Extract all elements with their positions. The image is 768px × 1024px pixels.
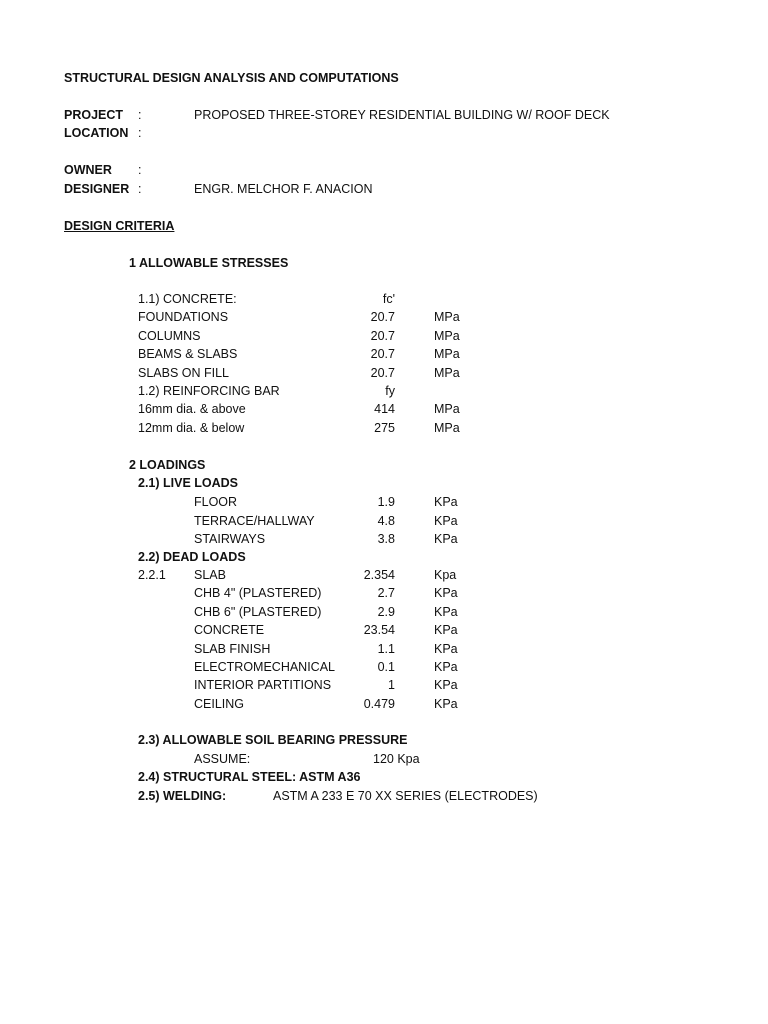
concrete-row-row-label: FOUNDATIONS — [138, 310, 229, 324]
designer-separator: : — [138, 182, 142, 196]
dead-load-row-row-unit: KPa — [434, 623, 458, 638]
soil-assume-label: ASSUME: — [194, 752, 251, 766]
dead-load-row-row-value: 0.479 — [363, 696, 395, 711]
location-label: LOCATION — [64, 126, 129, 140]
live-load-row-row-value: 4.8 — [377, 513, 395, 528]
dead-loads-subsection: 2.2.1 — [138, 568, 166, 582]
dead-load-row-row-unit: Kpa — [434, 568, 457, 582]
concrete-heading: 1.1) CONCRETE: — [138, 292, 237, 306]
allowable-stresses-heading: 1 ALLOWABLE STRESSES — [129, 256, 289, 270]
concrete-row-row-unit: MPa — [434, 310, 460, 324]
concrete-row-row-label: BEAMS & SLABS — [138, 347, 238, 361]
live-load-row-row-value: 1.9 — [377, 495, 395, 509]
dead-load-row-row-label: CHB 4" (PLASTERED) — [194, 586, 322, 601]
location-separator: : — [138, 126, 142, 140]
rebar-row-row-value: 275 — [374, 420, 395, 435]
concrete-row-row-unit: MPa — [434, 347, 460, 361]
concrete-row-row-value: 20.7 — [370, 365, 395, 380]
loadings-heading: 2 LOADINGS — [129, 458, 206, 472]
welding-label: 2.5) WELDING: — [138, 789, 227, 803]
dead-load-row-row-label: CONCRETE — [194, 623, 265, 638]
dead-load-row-row-value: 2.9 — [377, 604, 395, 619]
dead-load-row-row-label: SLAB FINISH — [194, 641, 271, 656]
rebar-heading: 1.2) REINFORCING BAR — [138, 384, 280, 398]
rebar-row-row-label: 16mm dia. & above — [138, 402, 246, 416]
concrete-row-row-label: COLUMNS — [138, 328, 201, 343]
project-label: PROJECT — [64, 108, 124, 122]
concrete-row-row-value: 20.7 — [370, 310, 395, 324]
rebar-row-row-unit: MPa — [434, 420, 460, 435]
project-separator: : — [138, 108, 142, 122]
structural-steel-line: 2.4) STRUCTURAL STEEL: ASTM A36 — [138, 770, 361, 784]
dead-load-row-row-unit: KPa — [434, 660, 458, 674]
dead-load-row-row-label: CHB 6" (PLASTERED) — [194, 604, 322, 619]
concrete-row-row-value: 20.7 — [370, 328, 395, 343]
dead-load-row-row-value: 2.7 — [377, 586, 395, 601]
dead-load-row-row-label: ELECTROMECHANICAL — [194, 660, 335, 674]
rebar-row-row-label: 12mm dia. & below — [138, 420, 245, 435]
dead-load-row-row-label: SLAB — [194, 568, 226, 582]
live-load-row-row-unit: KPa — [434, 513, 458, 528]
dead-load-row-row-unit: KPa — [434, 586, 458, 601]
live-load-row-row-value: 3.8 — [377, 532, 395, 546]
live-load-row-row-label: STAIRWAYS — [194, 532, 266, 546]
dead-load-row-row-value: 0.1 — [377, 660, 395, 674]
designer-value: ENGR. MELCHOR F. ANACION — [194, 182, 373, 196]
concrete-row-row-value: 20.7 — [370, 347, 395, 361]
rebar-symbol: fy — [385, 384, 395, 398]
live-loads-heading: 2.1) LIVE LOADS — [138, 476, 239, 490]
dead-load-row-row-label: INTERIOR PARTITIONS — [194, 678, 332, 693]
dead-load-row-row-value: 2.354 — [363, 568, 395, 582]
dead-load-row-row-unit: KPa — [434, 696, 458, 711]
soil-assume-value: 120 Kpa — [373, 752, 420, 766]
live-load-row-row-label: FLOOR — [194, 495, 238, 509]
rebar-row-row-unit: MPa — [434, 402, 460, 416]
concrete-row-row-label: SLABS ON FILL — [138, 365, 230, 380]
dead-load-row-row-unit: KPa — [434, 641, 458, 656]
dead-load-row-row-value: 1.1 — [377, 641, 395, 656]
concrete-row-row-unit: MPa — [434, 365, 460, 380]
live-load-row-row-unit: KPa — [434, 532, 458, 546]
document-title: STRUCTURAL DESIGN ANALYSIS AND COMPUTATIONS — [64, 71, 399, 85]
soil-bearing-heading: 2.3) ALLOWABLE SOIL BEARING PRESSURE — [138, 733, 408, 747]
welding-value: ASTM A 233 E 70 XX SERIES (ELECTRODES) — [273, 789, 538, 803]
concrete-row-row-unit: MPa — [434, 328, 460, 343]
dead-load-row-row-unit: KPa — [434, 678, 458, 693]
designer-label: DESIGNER — [64, 182, 130, 196]
dead-load-row-row-unit: KPa — [434, 604, 458, 619]
rebar-row-row-value: 414 — [374, 402, 395, 416]
dead-load-row-row-value: 1 — [388, 678, 395, 693]
design-criteria-heading: DESIGN CRITERIA — [64, 219, 175, 233]
dead-load-row-row-value: 23.54 — [363, 623, 395, 638]
live-load-row-row-unit: KPa — [434, 495, 458, 509]
dead-loads-heading: 2.2) DEAD LOADS — [138, 550, 246, 564]
concrete-symbol: fc' — [382, 292, 395, 306]
dead-load-row-row-label: CEILING — [194, 696, 245, 711]
live-load-row-row-label: TERRACE/HALLWAY — [194, 513, 315, 528]
owner-separator: : — [138, 163, 142, 177]
project-value: PROPOSED THREE-STOREY RESIDENTIAL BUILDING W/ ROOF DECK — [194, 108, 610, 122]
owner-label: OWNER — [64, 163, 112, 177]
